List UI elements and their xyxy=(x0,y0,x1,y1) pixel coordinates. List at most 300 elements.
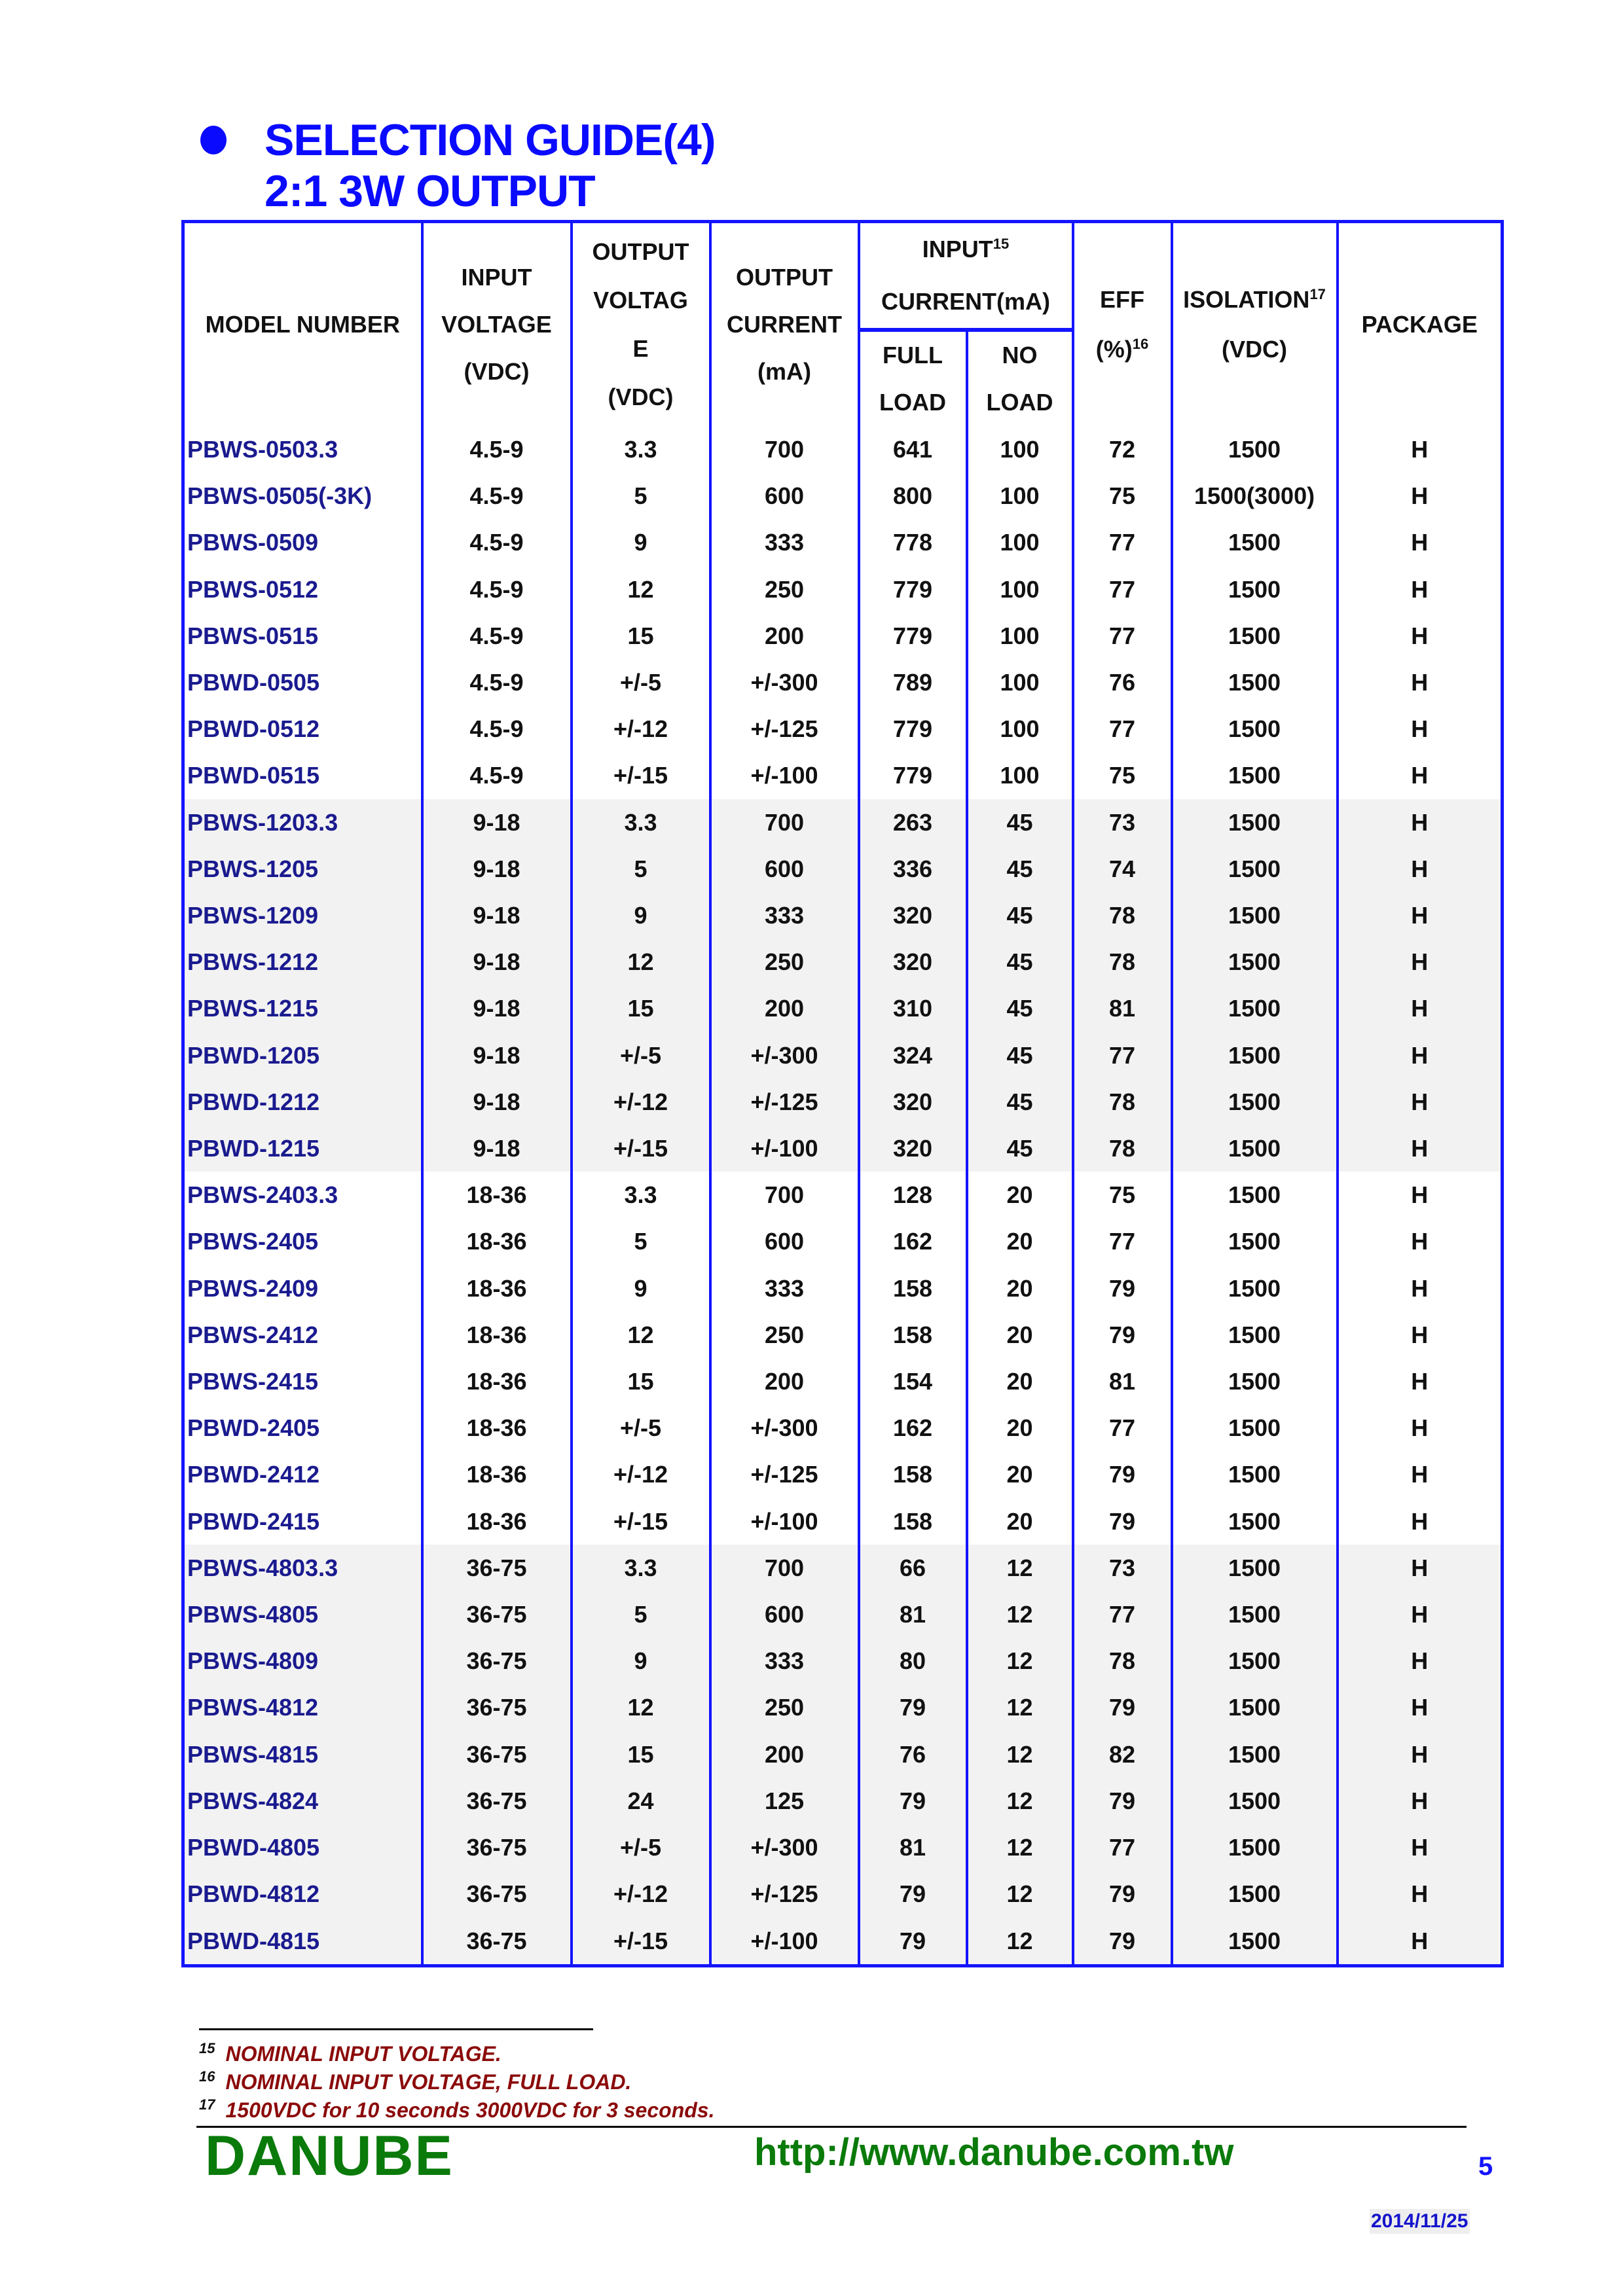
cell-input-voltage: 36-75 xyxy=(422,1778,572,1824)
cell-no-load-current: 20 xyxy=(967,1218,1073,1265)
cell-package: H xyxy=(1338,566,1503,613)
cell-output-voltage: 12 xyxy=(572,939,710,985)
cell-isolation: 1500 xyxy=(1172,1545,1338,1591)
cell-isolation: 1500 xyxy=(1172,1358,1338,1405)
cell-full-load-current: 641 xyxy=(859,426,967,473)
cell-full-load-current: 162 xyxy=(859,1218,967,1265)
header-package: PACKAGE xyxy=(1338,222,1503,427)
table-row xyxy=(183,1824,1503,1871)
cell-model: PBWS-2405 xyxy=(183,1218,422,1265)
cell-output-voltage: 9 xyxy=(572,1638,710,1684)
table-row xyxy=(183,1451,1503,1498)
cell-input-voltage: 18-36 xyxy=(422,1312,572,1358)
cell-efficiency: 79 xyxy=(1073,1312,1172,1358)
cell-isolation: 1500 xyxy=(1172,566,1338,613)
table-row xyxy=(183,1405,1503,1451)
cell-full-load-current: 310 xyxy=(859,985,967,1031)
table-row xyxy=(183,1172,1503,1218)
cell-input-voltage: 4.5-9 xyxy=(422,473,572,519)
cell-output-current: +/-100 xyxy=(710,1125,859,1172)
cell-output-current: 200 xyxy=(710,613,859,659)
cell-no-load-current: 45 xyxy=(967,985,1073,1031)
cell-package: H xyxy=(1338,1032,1503,1079)
table-row xyxy=(183,1638,1503,1684)
cell-output-current: 700 xyxy=(710,1172,859,1218)
cell-isolation: 1500 xyxy=(1172,1172,1338,1218)
cell-isolation: 1500 xyxy=(1172,1218,1338,1265)
cell-output-current: +/-300 xyxy=(710,1824,859,1871)
cell-output-current: 250 xyxy=(710,1312,859,1358)
cell-input-voltage: 36-75 xyxy=(422,1684,572,1731)
cell-efficiency: 78 xyxy=(1073,1125,1172,1172)
cell-efficiency: 73 xyxy=(1073,799,1172,846)
table-row xyxy=(183,752,1503,798)
cell-package: H xyxy=(1338,1824,1503,1871)
cell-output-voltage: +/-5 xyxy=(572,1405,710,1451)
table-row xyxy=(183,566,1503,613)
cell-model: PBWS-1205 xyxy=(183,846,422,892)
cell-efficiency: 79 xyxy=(1073,1451,1172,1498)
cell-output-current: +/-125 xyxy=(710,1451,859,1498)
cell-full-load-current: 79 xyxy=(859,1778,967,1824)
cell-output-voltage: +/-5 xyxy=(572,1824,710,1871)
cell-isolation: 1500(3000) xyxy=(1172,473,1338,519)
cell-package: H xyxy=(1338,892,1503,939)
cell-model: PBWS-1215 xyxy=(183,985,422,1031)
cell-no-load-current: 20 xyxy=(967,1451,1073,1498)
cell-input-voltage: 36-75 xyxy=(422,1545,572,1591)
cell-output-voltage: 9 xyxy=(572,892,710,939)
cell-efficiency: 77 xyxy=(1073,1218,1172,1265)
cell-isolation: 1500 xyxy=(1172,1824,1338,1871)
cell-isolation: 1500 xyxy=(1172,846,1338,892)
cell-output-current: +/-125 xyxy=(710,1871,859,1917)
cell-output-current: 250 xyxy=(710,1684,859,1731)
cell-no-load-current: 45 xyxy=(967,846,1073,892)
cell-full-load-current: 158 xyxy=(859,1451,967,1498)
cell-full-load-current: 154 xyxy=(859,1358,967,1405)
cell-output-voltage: +/-12 xyxy=(572,1451,710,1498)
cell-input-voltage: 9-18 xyxy=(422,799,572,846)
cell-output-current: +/-300 xyxy=(710,659,859,706)
cell-output-current: 333 xyxy=(710,519,859,565)
cell-full-load-current: 779 xyxy=(859,566,967,613)
header-output-current: OUTPUT CURRENT (mA) xyxy=(710,222,859,427)
table-row xyxy=(183,1778,1503,1824)
cell-no-load-current: 45 xyxy=(967,892,1073,939)
cell-package: H xyxy=(1338,846,1503,892)
cell-output-current: +/-100 xyxy=(710,1498,859,1545)
table-row xyxy=(183,426,1503,473)
cell-output-current: 700 xyxy=(710,1545,859,1591)
cell-model: PBWS-4812 xyxy=(183,1684,422,1731)
cell-package: H xyxy=(1338,752,1503,798)
cell-full-load-current: 80 xyxy=(859,1638,967,1684)
cell-full-load-current: 66 xyxy=(859,1545,967,1591)
cell-efficiency: 77 xyxy=(1073,1032,1172,1079)
cell-efficiency: 73 xyxy=(1073,1545,1172,1591)
cell-input-voltage: 4.5-9 xyxy=(422,659,572,706)
cell-no-load-current: 12 xyxy=(967,1778,1073,1824)
cell-no-load-current: 12 xyxy=(967,1684,1073,1731)
cell-full-load-current: 320 xyxy=(859,1079,967,1125)
cell-input-voltage: 36-75 xyxy=(422,1638,572,1684)
cell-model: PBWS-0512 xyxy=(183,566,422,613)
cell-efficiency: 76 xyxy=(1073,659,1172,706)
cell-full-load-current: 158 xyxy=(859,1265,967,1312)
cell-isolation: 1500 xyxy=(1172,659,1338,706)
cell-input-voltage: 9-18 xyxy=(422,1032,572,1079)
table-row xyxy=(183,1545,1503,1591)
cell-no-load-current: 12 xyxy=(967,1918,1073,1966)
cell-package: H xyxy=(1338,519,1503,565)
cell-model: PBWS-4824 xyxy=(183,1778,422,1824)
cell-input-voltage: 36-75 xyxy=(422,1871,572,1917)
cell-output-voltage: +/-5 xyxy=(572,659,710,706)
cell-input-voltage: 4.5-9 xyxy=(422,613,572,659)
cell-model: PBWS-0505(-3K) xyxy=(183,473,422,519)
cell-output-current: 200 xyxy=(710,1731,859,1778)
header-isolation: ISOLATION$^{17}$ (VDC) xyxy=(1172,222,1338,427)
cell-output-current: 333 xyxy=(710,1638,859,1684)
footnote-divider xyxy=(199,2028,593,2030)
cell-isolation: 1500 xyxy=(1172,1918,1338,1966)
cell-package: H xyxy=(1338,1918,1503,1966)
cell-full-load-current: 779 xyxy=(859,613,967,659)
cell-output-current: 200 xyxy=(710,985,859,1031)
cell-efficiency: 78 xyxy=(1073,1079,1172,1125)
cell-full-load-current: 779 xyxy=(859,752,967,798)
cell-package: H xyxy=(1338,1079,1503,1125)
cell-model: PBWS-1212 xyxy=(183,939,422,985)
cell-output-voltage: 12 xyxy=(572,566,710,613)
cell-no-load-current: 100 xyxy=(967,752,1073,798)
cell-package: H xyxy=(1338,985,1503,1031)
cell-no-load-current: 20 xyxy=(967,1358,1073,1405)
cell-output-current: +/-125 xyxy=(710,706,859,752)
cell-model: PBWD-1215 xyxy=(183,1125,422,1172)
table-row xyxy=(183,1312,1503,1358)
cell-no-load-current: 20 xyxy=(967,1405,1073,1451)
cell-no-load-current: 100 xyxy=(967,659,1073,706)
cell-no-load-current: 100 xyxy=(967,566,1073,613)
table-row xyxy=(183,1918,1503,1966)
cell-input-voltage: 18-36 xyxy=(422,1405,572,1451)
cell-no-load-current: 100 xyxy=(967,519,1073,565)
cell-package: H xyxy=(1338,1731,1503,1778)
cell-output-voltage: 3.3 xyxy=(572,799,710,846)
cell-full-load-current: 779 xyxy=(859,706,967,752)
cell-output-voltage: +/-15 xyxy=(572,1125,710,1172)
cell-input-voltage: 9-18 xyxy=(422,939,572,985)
header-no-load: NO LOAD xyxy=(967,330,1073,426)
cell-output-current: +/-300 xyxy=(710,1032,859,1079)
cell-efficiency: 79 xyxy=(1073,1871,1172,1917)
cell-package: H xyxy=(1338,1312,1503,1358)
cell-efficiency: 79 xyxy=(1073,1918,1172,1966)
cell-model: PBWS-4809 xyxy=(183,1638,422,1684)
cell-output-voltage: +/-12 xyxy=(572,706,710,752)
cell-output-current: +/-125 xyxy=(710,1079,859,1125)
cell-model: PBWS-0509 xyxy=(183,519,422,565)
cell-output-current: 600 xyxy=(710,473,859,519)
cell-output-current: 600 xyxy=(710,1218,859,1265)
cell-input-voltage: 9-18 xyxy=(422,985,572,1031)
cell-output-current: +/-100 xyxy=(710,752,859,798)
cell-efficiency: 81 xyxy=(1073,985,1172,1031)
cell-isolation: 1500 xyxy=(1172,1312,1338,1358)
cell-no-load-current: 45 xyxy=(967,1032,1073,1079)
cell-output-voltage: 5 xyxy=(572,473,710,519)
table-row xyxy=(183,1871,1503,1917)
cell-efficiency: 75 xyxy=(1073,1172,1172,1218)
cell-no-load-current: 45 xyxy=(967,1125,1073,1172)
cell-efficiency: 78 xyxy=(1073,892,1172,939)
cell-output-voltage: 24 xyxy=(572,1778,710,1824)
cell-output-voltage: 3.3 xyxy=(572,426,710,473)
table-row xyxy=(183,939,1503,985)
cell-no-load-current: 20 xyxy=(967,1172,1073,1218)
cell-output-current: 600 xyxy=(710,846,859,892)
cell-input-voltage: 4.5-9 xyxy=(422,752,572,798)
cell-no-load-current: 45 xyxy=(967,799,1073,846)
page-subtitle: 2:1 3W OUTPUT xyxy=(264,166,595,216)
table-row xyxy=(183,1684,1503,1731)
cell-package: H xyxy=(1338,1545,1503,1591)
header-model-number: MODEL NUMBER xyxy=(183,222,422,427)
cell-full-load-current: 76 xyxy=(859,1731,967,1778)
cell-no-load-current: 12 xyxy=(967,1545,1073,1591)
cell-output-voltage: 12 xyxy=(572,1684,710,1731)
cell-efficiency: 77 xyxy=(1073,1824,1172,1871)
cell-isolation: 1500 xyxy=(1172,1125,1338,1172)
cell-input-voltage: 36-75 xyxy=(422,1918,572,1966)
cell-model: PBWS-1209 xyxy=(183,892,422,939)
table-body xyxy=(183,426,1503,1965)
cell-output-voltage: 9 xyxy=(572,1265,710,1312)
table-row xyxy=(183,706,1503,752)
cell-efficiency: 77 xyxy=(1073,566,1172,613)
table-row xyxy=(183,985,1503,1031)
cell-output-voltage: +/-15 xyxy=(572,1918,710,1966)
cell-output-voltage: 12 xyxy=(572,1312,710,1358)
cell-model: PBWD-0505 xyxy=(183,659,422,706)
cell-isolation: 1500 xyxy=(1172,706,1338,752)
cell-isolation: 1500 xyxy=(1172,1591,1338,1638)
cell-efficiency: 77 xyxy=(1073,1591,1172,1638)
header-eff: EFF (%)$^{16}$ xyxy=(1073,222,1172,427)
cell-no-load-current: 100 xyxy=(967,613,1073,659)
cell-model: PBWD-0512 xyxy=(183,706,422,752)
cell-package: H xyxy=(1338,1172,1503,1218)
cell-input-voltage: 18-36 xyxy=(422,1265,572,1312)
cell-model: PBWS-1203.3 xyxy=(183,799,422,846)
cell-output-current: 700 xyxy=(710,799,859,846)
table-row xyxy=(183,659,1503,706)
cell-input-voltage: 9-18 xyxy=(422,846,572,892)
cell-efficiency: 77 xyxy=(1073,519,1172,565)
cell-package: H xyxy=(1338,473,1503,519)
cell-output-voltage: 5 xyxy=(572,1218,710,1265)
cell-efficiency: 75 xyxy=(1073,473,1172,519)
footnote-16: $^{16}$ NOMINAL INPUT VOLTAGE, FULL LOAD. xyxy=(199,2068,632,2094)
cell-isolation: 1500 xyxy=(1172,1498,1338,1545)
cell-input-voltage: 9-18 xyxy=(422,1079,572,1125)
cell-model: PBWD-2405 xyxy=(183,1405,422,1451)
cell-isolation: 1500 xyxy=(1172,1684,1338,1731)
cell-input-voltage: 18-36 xyxy=(422,1172,572,1218)
cell-efficiency: 74 xyxy=(1073,846,1172,892)
cell-output-voltage: 15 xyxy=(572,613,710,659)
cell-model: PBWS-0503.3 xyxy=(183,426,422,473)
cell-input-voltage: 4.5-9 xyxy=(422,706,572,752)
cell-efficiency: 79 xyxy=(1073,1778,1172,1824)
cell-isolation: 1500 xyxy=(1172,799,1338,846)
cell-model: PBWD-4812 xyxy=(183,1871,422,1917)
cell-input-voltage: 4.5-9 xyxy=(422,566,572,613)
cell-model: PBWS-4803.3 xyxy=(183,1545,422,1591)
cell-no-load-current: 45 xyxy=(967,939,1073,985)
cell-output-current: 250 xyxy=(710,939,859,985)
cell-model: PBWD-2415 xyxy=(183,1498,422,1545)
footnote-15: $^{15}$ NOMINAL INPUT VOLTAGE. xyxy=(199,2040,501,2066)
bullet-icon xyxy=(200,126,227,154)
cell-efficiency: 78 xyxy=(1073,939,1172,985)
website-link[interactable]: http://www.danube.com.tw xyxy=(754,2131,1234,2174)
cell-no-load-current: 45 xyxy=(967,1079,1073,1125)
cell-output-current: 333 xyxy=(710,892,859,939)
cell-no-load-current: 12 xyxy=(967,1731,1073,1778)
cell-full-load-current: 324 xyxy=(859,1032,967,1079)
cell-efficiency: 79 xyxy=(1073,1684,1172,1731)
header-full-load: FULL LOAD xyxy=(859,330,967,426)
cell-no-load-current: 20 xyxy=(967,1265,1073,1312)
cell-isolation: 1500 xyxy=(1172,519,1338,565)
page-title: SELECTION GUIDE(4) xyxy=(264,115,716,165)
cell-input-voltage: 36-75 xyxy=(422,1731,572,1778)
table-row xyxy=(183,1032,1503,1079)
cell-model: PBWS-4815 xyxy=(183,1731,422,1778)
cell-efficiency: 82 xyxy=(1073,1731,1172,1778)
cell-no-load-current: 100 xyxy=(967,473,1073,519)
cell-model: PBWD-1205 xyxy=(183,1032,422,1079)
table-row xyxy=(183,846,1503,892)
cell-package: H xyxy=(1338,799,1503,846)
cell-model: PBWD-1212 xyxy=(183,1079,422,1125)
cell-output-voltage: 15 xyxy=(572,1358,710,1405)
cell-output-current: 125 xyxy=(710,1778,859,1824)
cell-full-load-current: 158 xyxy=(859,1312,967,1358)
cell-output-current: 333 xyxy=(710,1265,859,1312)
cell-model: PBWD-4815 xyxy=(183,1918,422,1966)
cell-isolation: 1500 xyxy=(1172,1451,1338,1498)
cell-full-load-current: 320 xyxy=(859,892,967,939)
cell-efficiency: 77 xyxy=(1073,1405,1172,1451)
cell-package: H xyxy=(1338,939,1503,985)
cell-full-load-current: 778 xyxy=(859,519,967,565)
cell-package: H xyxy=(1338,1358,1503,1405)
cell-no-load-current: 12 xyxy=(967,1824,1073,1871)
cell-output-voltage: +/-15 xyxy=(572,1498,710,1545)
cell-output-voltage: +/-15 xyxy=(572,752,710,798)
document-date: 2014/11/25 xyxy=(1370,2209,1470,2234)
cell-output-voltage: +/-12 xyxy=(572,1871,710,1917)
cell-full-load-current: 800 xyxy=(859,473,967,519)
cell-efficiency: 79 xyxy=(1073,1498,1172,1545)
cell-no-load-current: 20 xyxy=(967,1312,1073,1358)
cell-no-load-current: 20 xyxy=(967,1498,1073,1545)
cell-isolation: 1500 xyxy=(1172,1731,1338,1778)
cell-package: H xyxy=(1338,1218,1503,1265)
cell-package: H xyxy=(1338,426,1503,473)
cell-output-voltage: +/-12 xyxy=(572,1079,710,1125)
table-row xyxy=(183,1125,1503,1172)
danube-logo: DANUBE xyxy=(205,2125,454,2187)
cell-package: H xyxy=(1338,1638,1503,1684)
cell-efficiency: 78 xyxy=(1073,1638,1172,1684)
table-row xyxy=(183,1731,1503,1778)
table-row xyxy=(183,1591,1503,1638)
cell-model: PBWD-0515 xyxy=(183,752,422,798)
cell-model: PBWS-2412 xyxy=(183,1312,422,1358)
cell-package: H xyxy=(1338,1591,1503,1638)
cell-output-voltage: 9 xyxy=(572,519,710,565)
table-row xyxy=(183,473,1503,519)
cell-efficiency: 81 xyxy=(1073,1358,1172,1405)
cell-model: PBWS-2409 xyxy=(183,1265,422,1312)
cell-output-current: 250 xyxy=(710,566,859,613)
cell-package: H xyxy=(1338,613,1503,659)
cell-package: H xyxy=(1338,706,1503,752)
cell-full-load-current: 263 xyxy=(859,799,967,846)
cell-package: H xyxy=(1338,1451,1503,1498)
cell-model: PBWD-2412 xyxy=(183,1451,422,1498)
cell-output-current: 600 xyxy=(710,1591,859,1638)
cell-package: H xyxy=(1338,1405,1503,1451)
cell-model: PBWD-4805 xyxy=(183,1824,422,1871)
cell-full-load-current: 162 xyxy=(859,1405,967,1451)
cell-full-load-current: 128 xyxy=(859,1172,967,1218)
cell-isolation: 1500 xyxy=(1172,1265,1338,1312)
cell-input-voltage: 18-36 xyxy=(422,1358,572,1405)
cell-output-current: 200 xyxy=(710,1358,859,1405)
cell-output-voltage: +/-5 xyxy=(572,1032,710,1079)
cell-full-load-current: 336 xyxy=(859,846,967,892)
cell-no-load-current: 100 xyxy=(967,426,1073,473)
cell-no-load-current: 12 xyxy=(967,1638,1073,1684)
cell-package: H xyxy=(1338,1498,1503,1545)
cell-input-voltage: 9-18 xyxy=(422,1125,572,1172)
table-row xyxy=(183,1265,1503,1312)
table-row xyxy=(183,1498,1503,1545)
cell-full-load-current: 158 xyxy=(859,1498,967,1545)
cell-isolation: 1500 xyxy=(1172,1405,1338,1451)
page-number: 5 xyxy=(1478,2152,1493,2181)
cell-output-voltage: 3.3 xyxy=(572,1545,710,1591)
cell-isolation: 1500 xyxy=(1172,1871,1338,1917)
cell-full-load-current: 79 xyxy=(859,1684,967,1731)
cell-model: PBWS-0515 xyxy=(183,613,422,659)
cell-input-voltage: 4.5-9 xyxy=(422,426,572,473)
cell-full-load-current: 320 xyxy=(859,939,967,985)
cell-input-voltage: 18-36 xyxy=(422,1498,572,1545)
cell-efficiency: 77 xyxy=(1073,706,1172,752)
table-row xyxy=(183,1079,1503,1125)
cell-isolation: 1500 xyxy=(1172,892,1338,939)
cell-full-load-current: 320 xyxy=(859,1125,967,1172)
cell-isolation: 1500 xyxy=(1172,985,1338,1031)
cell-output-voltage: 3.3 xyxy=(572,1172,710,1218)
